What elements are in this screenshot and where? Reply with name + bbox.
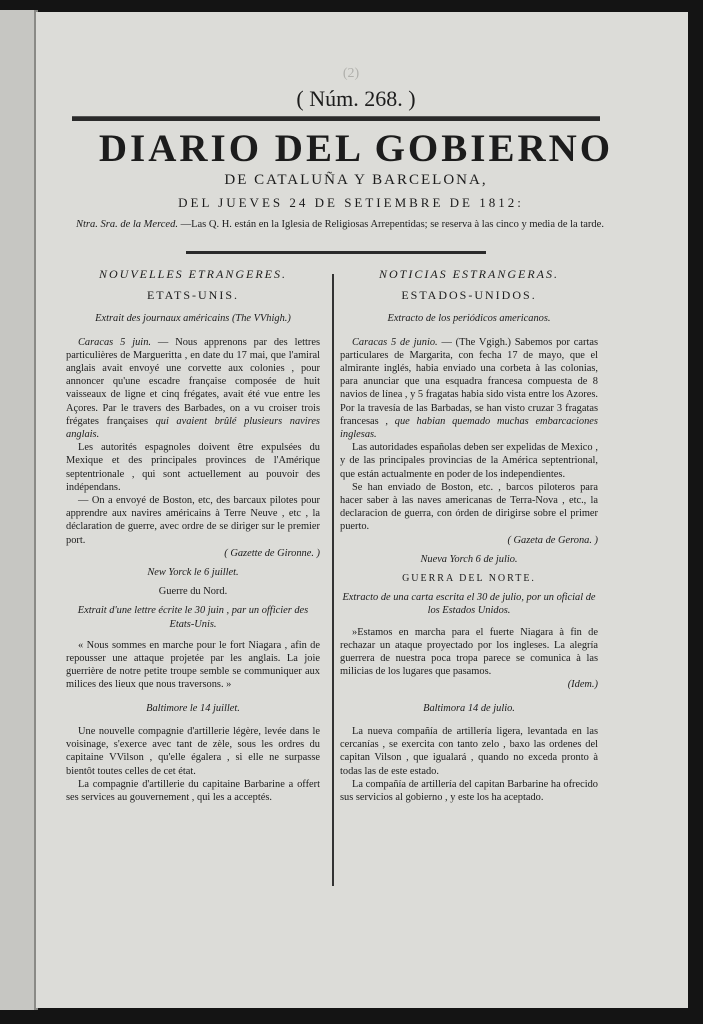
paragraph-fr-4: « Nous sommes en marche pour le fort Niagara , afin de repousser une attaque projetée par les anglais. La joie guerrière de notre petite troupe semble se communiquer aux milices des lieux que nous traversons. » — [66, 639, 320, 691]
paragraph-fr-6: La compagnie d'artillerie du capitaine Barbarine a offert ses services au gouvernement , qui les a acceptés. — [66, 778, 320, 803]
lead-fr: Extrait des journaux américains (The VVhigh.) — [95, 313, 291, 325]
section-heading-fr: NOUVELLES ETRANGERES. — [99, 267, 287, 281]
saint-name: Ntra. Sra. de la Merced. — [76, 219, 178, 230]
paragraph-es-1: Caracas 5 de junio. — (The Vgigh.) Sabemos por cartas particulares de Margarita, con fecha 17 de mayo, que el almirante inglés, habia enviado una corbeta à las colonias, para anunciar que una esquadra francesa compuesta de 8 navios de línea , y 5 fragatas habia sido vista entre los Azores. Por la travesía de las Barbadas, se han visto cruzar 3 fragatas francesas , que habian quemado muchas embarcaciones inglesas. — [340, 336, 599, 441]
french-column — [66, 268, 320, 804]
issue-number: ( Núm. 268. ) — [296, 86, 416, 111]
place-fr-2: Baltimore le 14 juillet. — [146, 702, 240, 714]
paragraph-es-3: Se han enviado de Boston, etc. , barcos piloteros para hacer saber à las naves americanas de Terra-Nova , etc., la declaracion de guerra, con órden de dirigirse sobre el primer puerto. — [340, 481, 598, 533]
saint-notice: —Las Q. H. están en la Iglesia de Religiosas Arrepentidas; se reserva à las cinco y media de la tarde. — [180, 219, 604, 230]
paragraph-fr-1: Caracas 5 juin. — Nous apprenons par des lettres particulières de Margueritta , en date du 17 mai, que l'amiral anglais avait envoyé une corvette aux colonies , pour annoncer qu'une escadre française composée de huit vaisseaux de ligne et cinq frégates, avait été vue entre les Açores. Par le travers des Barbades, on a vu croiser trois frégates françaises qui avaient brûlé plusieurs navires anglais. — [66, 336, 321, 441]
country-heading-fr: ETATS-UNIS. — [146, 288, 240, 303]
place-es-2: Baltimora 14 de julio. — [423, 702, 515, 714]
war-heading-fr: Guerre du Nord. — [158, 586, 228, 598]
column-divider — [332, 274, 334, 886]
paragraph-es-4: »Estamos en marcha para el fuerte Niagara à fin de rechazar un ataque proyectado por los ingleses. La alegría guerrera de nuestra poca tropa parece se comunica à las milicias de los lugares que pasamos. — [340, 626, 598, 678]
lead-es-2: Extracto de una carta escrita el 30 de julio, por un oficial de los Estados Unidos. — [342, 592, 596, 617]
section-heading-es: NOTICIAS ESTRANGERAS. — [379, 267, 559, 281]
masthead-title: DIARIO DEL GOBIERNO — [98, 127, 614, 170]
masthead-subtitle: DE CATALUÑA Y BARCELONA, — [224, 172, 488, 188]
paragraph-es-5: La nueva compañía de artillería ligera, levantada en las cercanías , se exercita con tanto zelo , baxo las ordenes del capitan Vilson , que igualará , quando no exceda pronto à todas las de este estado. — [340, 725, 598, 777]
source-es-2: (Idem.) — [567, 679, 598, 691]
spanish-column — [340, 268, 598, 804]
paragraph-es-2: Las autoridades españolas deben ser expelidas de Mexico , y de las principales provincias de la América septentrional, que están actualmente en poder de los independientes. — [340, 442, 598, 480]
source-es-1: ( Gazeta de Gerona. ) — [507, 534, 598, 546]
paragraph-es-6: La compañía de artillería del capitan Barbarine ha ofrecido sus servicios al gobierno , y este los ha aceptado. — [340, 778, 598, 803]
newspaper-page — [36, 12, 688, 1008]
place-fr-1: New Yorck le 6 juillet. — [147, 567, 239, 579]
war-heading-es: GUERRA DEL NORTE. — [402, 573, 536, 585]
paragraph-fr-3: — On a envoyé de Boston, etc, des barcaux pilotes pour apprendre aux navires américains à Terre Neuve , etc , la déclaration de guerre, avec ordre de se diriger sur le premier port. — [66, 495, 320, 546]
issue-date: DEL JUEVES 24 DE SETIEMBRE DE 1812: — [178, 195, 524, 210]
page-mark: (2) — [342, 66, 360, 81]
header-rule-bottom — [186, 251, 486, 254]
paragraph-fr-5: Une nouvelle compagnie d'artillerie légère, levée dans le voisinage, s'exerce avec tant de zèle, sous les ordres du capitaine VVilson , qu'elle égalera , si elle ne surpasse bientôt toutes celles de cet état. — [66, 725, 320, 777]
source-fr-1: ( Gazette de Gironne. ) — [224, 547, 320, 559]
place-es-1: Nueva Yorch 6 de julio. — [420, 553, 518, 565]
facing-page-edge — [0, 10, 36, 1010]
paragraph-fr-2: Les autorités espagnoles doivent être expulsées du Mexique et des principales provinces de l'Amérique septentrionale , qui sont actuellement au pouvoir des indépendans. — [66, 442, 320, 493]
lead-fr-2: Extrait d'une lettre écrite le 30 juin , par un officier des Etats-Unis. — [77, 605, 309, 630]
header-rule-top — [72, 116, 600, 121]
saint-of-day — [76, 218, 636, 231]
country-heading-es: ESTADOS-UNIDOS. — [401, 288, 537, 303]
lead-es: Extracto de los periódicos americanos. — [387, 313, 551, 325]
